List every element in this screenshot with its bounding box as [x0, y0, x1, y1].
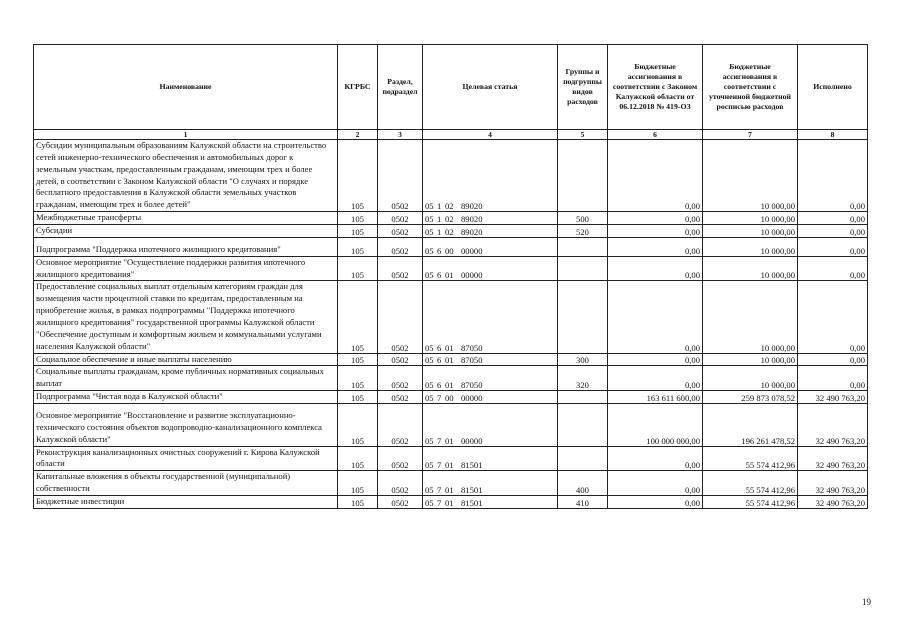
article-part: 89020: [461, 226, 483, 237]
row-section: 0502: [378, 140, 423, 212]
article-part: 01: [445, 497, 454, 508]
row-executed: 0,00: [798, 225, 868, 238]
article-part: 01: [445, 342, 454, 353]
row-section: 0502: [378, 391, 423, 404]
row-name: Социальное обеспечение и иные выплаты населению: [34, 353, 338, 366]
row-group: 500: [558, 212, 608, 225]
article-part: 05: [425, 214, 434, 225]
article-part: 00000: [461, 435, 483, 446]
row-assign-refined: 10 000,00: [703, 212, 798, 225]
row-executed: 32 490 763,20: [798, 496, 868, 509]
row-assign-law: 0,00: [608, 496, 703, 509]
table-row: [34, 256, 868, 281]
row-name: Капитальные вложения в объекты государственной (муниципальной) собственности: [34, 471, 338, 496]
row-kgrbs: 105: [338, 446, 378, 471]
row-article: [423, 471, 558, 496]
table-row: [34, 212, 868, 225]
row-assign-refined: 10 000,00: [703, 281, 798, 353]
row-article: [423, 256, 558, 281]
row-group: 410: [558, 496, 608, 509]
article-part: 81501: [461, 485, 483, 496]
article-part: 05: [425, 270, 434, 281]
row-section: 0502: [378, 256, 423, 281]
row-section: 0502: [378, 404, 423, 447]
article-part: 6: [437, 342, 442, 353]
row-assign-refined: 10 000,00: [703, 353, 798, 366]
row-article: [423, 237, 558, 256]
row-name: Субсидии муниципальным образованиям Калужской области на строительство сетей инженерно-технического обеспечения и автомобильных дорог к земельным участкам, предоставленным гражданам, имеющим трех и более детей, в соответствии с Законом Калужской области "О случаях и порядке бесплатного предоставления в Калужской области земельных участков гражданам, имеющим трех и более детей": [34, 140, 338, 212]
row-kgrbs: 105: [338, 496, 378, 509]
row-article: [423, 496, 558, 509]
row-article: [423, 225, 558, 238]
row-assign-law: 0,00: [608, 212, 703, 225]
row-article: [423, 391, 558, 404]
row-assign-law: 0,00: [608, 353, 703, 366]
article-part: 01: [445, 270, 454, 281]
table-row: [34, 471, 868, 496]
row-executed: 0,00: [798, 256, 868, 281]
table-row: [34, 140, 868, 212]
article-part: 05: [425, 393, 434, 404]
row-assign-refined: 10 000,00: [703, 366, 798, 391]
article-part: 81501: [461, 460, 483, 471]
header-section: Раздел, подраздел: [378, 45, 423, 130]
row-section: 0502: [378, 225, 423, 238]
col-number: 7: [703, 130, 798, 140]
row-executed: 0,00: [798, 353, 868, 366]
row-section: 0502: [378, 353, 423, 366]
table-body: [34, 140, 868, 509]
row-assign-refined: 10 000,00: [703, 140, 798, 212]
article-part: 05: [425, 460, 434, 471]
row-assign-refined: 55 574 412,96: [703, 446, 798, 471]
row-kgrbs: 105: [338, 353, 378, 366]
row-group: [558, 281, 608, 353]
row-section: 0502: [378, 471, 423, 496]
row-executed: 0,00: [798, 237, 868, 256]
article-part: 02: [445, 214, 454, 225]
col-number: 6: [608, 130, 703, 140]
header-executed: Исполнено: [798, 45, 868, 130]
article-part: 05: [425, 485, 434, 496]
header-row: [34, 45, 868, 130]
row-assign-refined: 259 873 078,52: [703, 391, 798, 404]
row-article: [423, 212, 558, 225]
row-executed: 0,00: [798, 281, 868, 353]
header-kgrbs: КГРБС: [338, 45, 378, 130]
row-section: 0502: [378, 496, 423, 509]
header-groups: Группы и подгруппы видов расходов: [558, 45, 608, 130]
article-part: 05: [425, 497, 434, 508]
row-executed: 0,00: [798, 140, 868, 212]
col-number: 2: [338, 130, 378, 140]
row-kgrbs: 105: [338, 237, 378, 256]
row-kgrbs: 105: [338, 281, 378, 353]
budget-table: [33, 44, 868, 509]
article-part: 6: [437, 245, 442, 256]
article-part: 7: [437, 485, 442, 496]
row-group: [558, 391, 608, 404]
row-name: Бюджетные инвестиции: [34, 496, 338, 509]
row-executed: 32 490 763,20: [798, 471, 868, 496]
table-row: [34, 353, 868, 366]
table-row: [34, 496, 868, 509]
row-assign-law: 100 000 000,00: [608, 404, 703, 447]
article-part: 6: [437, 355, 442, 366]
article-part: 00: [445, 393, 454, 404]
row-kgrbs: 105: [338, 404, 378, 447]
row-assign-refined: 10 000,00: [703, 237, 798, 256]
article-part: 7: [437, 497, 442, 508]
col-number: 5: [558, 130, 608, 140]
col-number: 4: [423, 130, 558, 140]
row-assign-law: 0,00: [608, 225, 703, 238]
article-part: 01: [445, 435, 454, 446]
header-assign-law: Бюджетные ассигнования в соответствии с Законом Калужской области от 06.12.2018 № 419-ОЗ: [608, 45, 703, 130]
row-article: [423, 353, 558, 366]
col-number: 8: [798, 130, 868, 140]
article-part: 01: [445, 380, 454, 391]
row-name: Основное мероприятие "Осуществление поддержки развития ипотечного жилищного кредитования": [34, 256, 338, 281]
page-number: 19: [862, 597, 871, 607]
article-part: 1: [437, 201, 442, 212]
article-part: 6: [437, 380, 442, 391]
article-part: 7: [437, 435, 442, 446]
table-row: [34, 225, 868, 238]
row-article: [423, 446, 558, 471]
row-assign-law: 0,00: [608, 471, 703, 496]
row-name: Основное мероприятие "Восстановление и развитие эксплуатационно-технического состояния объектов водопроводно-канализационного комплекса Калужской области": [34, 404, 338, 447]
row-executed: 0,00: [798, 212, 868, 225]
row-assign-refined: 10 000,00: [703, 225, 798, 238]
article-part: 87050: [461, 355, 483, 366]
row-article: [423, 366, 558, 391]
row-article: [423, 404, 558, 447]
article-part: 05: [425, 355, 434, 366]
row-assign-refined: 10 000,00: [703, 256, 798, 281]
row-group: [558, 256, 608, 281]
row-kgrbs: 105: [338, 225, 378, 238]
row-kgrbs: 105: [338, 256, 378, 281]
article-part: 05: [425, 342, 434, 353]
row-article: [423, 140, 558, 212]
article-part: 01: [445, 485, 454, 496]
row-executed: 32 490 763,20: [798, 404, 868, 447]
article-part: 05: [425, 435, 434, 446]
table-row: [34, 366, 868, 391]
article-part: 1: [437, 214, 442, 225]
row-executed: 32 490 763,20: [798, 391, 868, 404]
row-kgrbs: 105: [338, 366, 378, 391]
article-part: 02: [445, 201, 454, 212]
article-part: 01: [445, 460, 454, 471]
row-name: Межбюджетные трансферты: [34, 212, 338, 225]
row-name: Реконструкция канализационных очистных сооружений г. Кирова Калужской области: [34, 446, 338, 471]
article-part: 00000: [461, 270, 483, 281]
table-row: [34, 281, 868, 353]
header-assign-refined: Бюджетные ассигнования в соответствии с уточненной бюджетной росписью расходов: [703, 45, 798, 130]
article-part: 89020: [461, 201, 483, 212]
row-name: Социальные выплаты гражданам, кроме публичных нормативных социальных выплат: [34, 366, 338, 391]
row-assign-law: 0,00: [608, 256, 703, 281]
col-number: 1: [34, 130, 338, 140]
row-assign-law: 0,00: [608, 366, 703, 391]
row-assign-law: 163 611 600,00: [608, 391, 703, 404]
header-name: Наименование: [34, 45, 338, 130]
row-group: 320: [558, 366, 608, 391]
article-part: 05: [425, 380, 434, 391]
row-assign-law: 0,00: [608, 140, 703, 212]
row-section: 0502: [378, 212, 423, 225]
row-group: 520: [558, 225, 608, 238]
header-article: Целевая статья: [423, 45, 558, 130]
article-part: 02: [445, 226, 454, 237]
article-part: 05: [425, 245, 434, 256]
row-name: Субсидии: [34, 225, 338, 238]
row-section: 0502: [378, 237, 423, 256]
row-name: Предоставление социальных выплат отдельным категориям граждан для возмещения части процентной ставки по кредитам, предоставленным на приобретение жилья, в рамках подпрограммы "Поддержка ипотечного жилищного кредитования" государственной программы Калужской области "Обеспечение доступным и комфортным жильем и коммунальными услугами населения Калужской области": [34, 281, 338, 353]
row-assign-refined: 55 574 412,96: [703, 496, 798, 509]
row-group: [558, 404, 608, 447]
col-number: 3: [378, 130, 423, 140]
row-assign-refined: 196 261 478,52: [703, 404, 798, 447]
article-part: 1: [437, 226, 442, 237]
article-part: 05: [425, 201, 434, 212]
table-row: [34, 237, 868, 256]
article-part: 7: [437, 460, 442, 471]
row-section: 0502: [378, 446, 423, 471]
table-row: [34, 404, 868, 447]
article-part: 7: [437, 393, 442, 404]
row-assign-law: 0,00: [608, 446, 703, 471]
row-kgrbs: 105: [338, 140, 378, 212]
row-article: [423, 281, 558, 353]
article-part: 87050: [461, 342, 483, 353]
row-group: [558, 446, 608, 471]
row-name: Подпрограмма "Чистая вода в Калужской области": [34, 391, 338, 404]
table-row: [34, 391, 868, 404]
row-group: [558, 237, 608, 256]
row-section: 0502: [378, 366, 423, 391]
row-assign-law: 0,00: [608, 237, 703, 256]
row-kgrbs: 105: [338, 391, 378, 404]
row-executed: 32 490 763,20: [798, 446, 868, 471]
row-assign-law: 0,00: [608, 281, 703, 353]
row-assign-refined: 55 574 412,96: [703, 471, 798, 496]
row-section: 0502: [378, 281, 423, 353]
table-row: [34, 446, 868, 471]
article-part: 05: [425, 226, 434, 237]
article-part: 00: [445, 245, 454, 256]
row-executed: 0,00: [798, 366, 868, 391]
article-part: 89020: [461, 214, 483, 225]
row-name: Подпрограмма "Поддержка ипотечного жилищного кредитования": [34, 237, 338, 256]
row-group: 300: [558, 353, 608, 366]
row-kgrbs: 105: [338, 212, 378, 225]
article-part: 00000: [461, 393, 483, 404]
column-number-row: [34, 130, 868, 140]
article-part: 00000: [461, 245, 483, 256]
article-part: 87050: [461, 380, 483, 391]
row-kgrbs: 105: [338, 471, 378, 496]
article-part: 6: [437, 270, 442, 281]
article-part: 81501: [461, 497, 483, 508]
row-group: [558, 140, 608, 212]
row-group: 400: [558, 471, 608, 496]
article-part: 01: [445, 355, 454, 366]
